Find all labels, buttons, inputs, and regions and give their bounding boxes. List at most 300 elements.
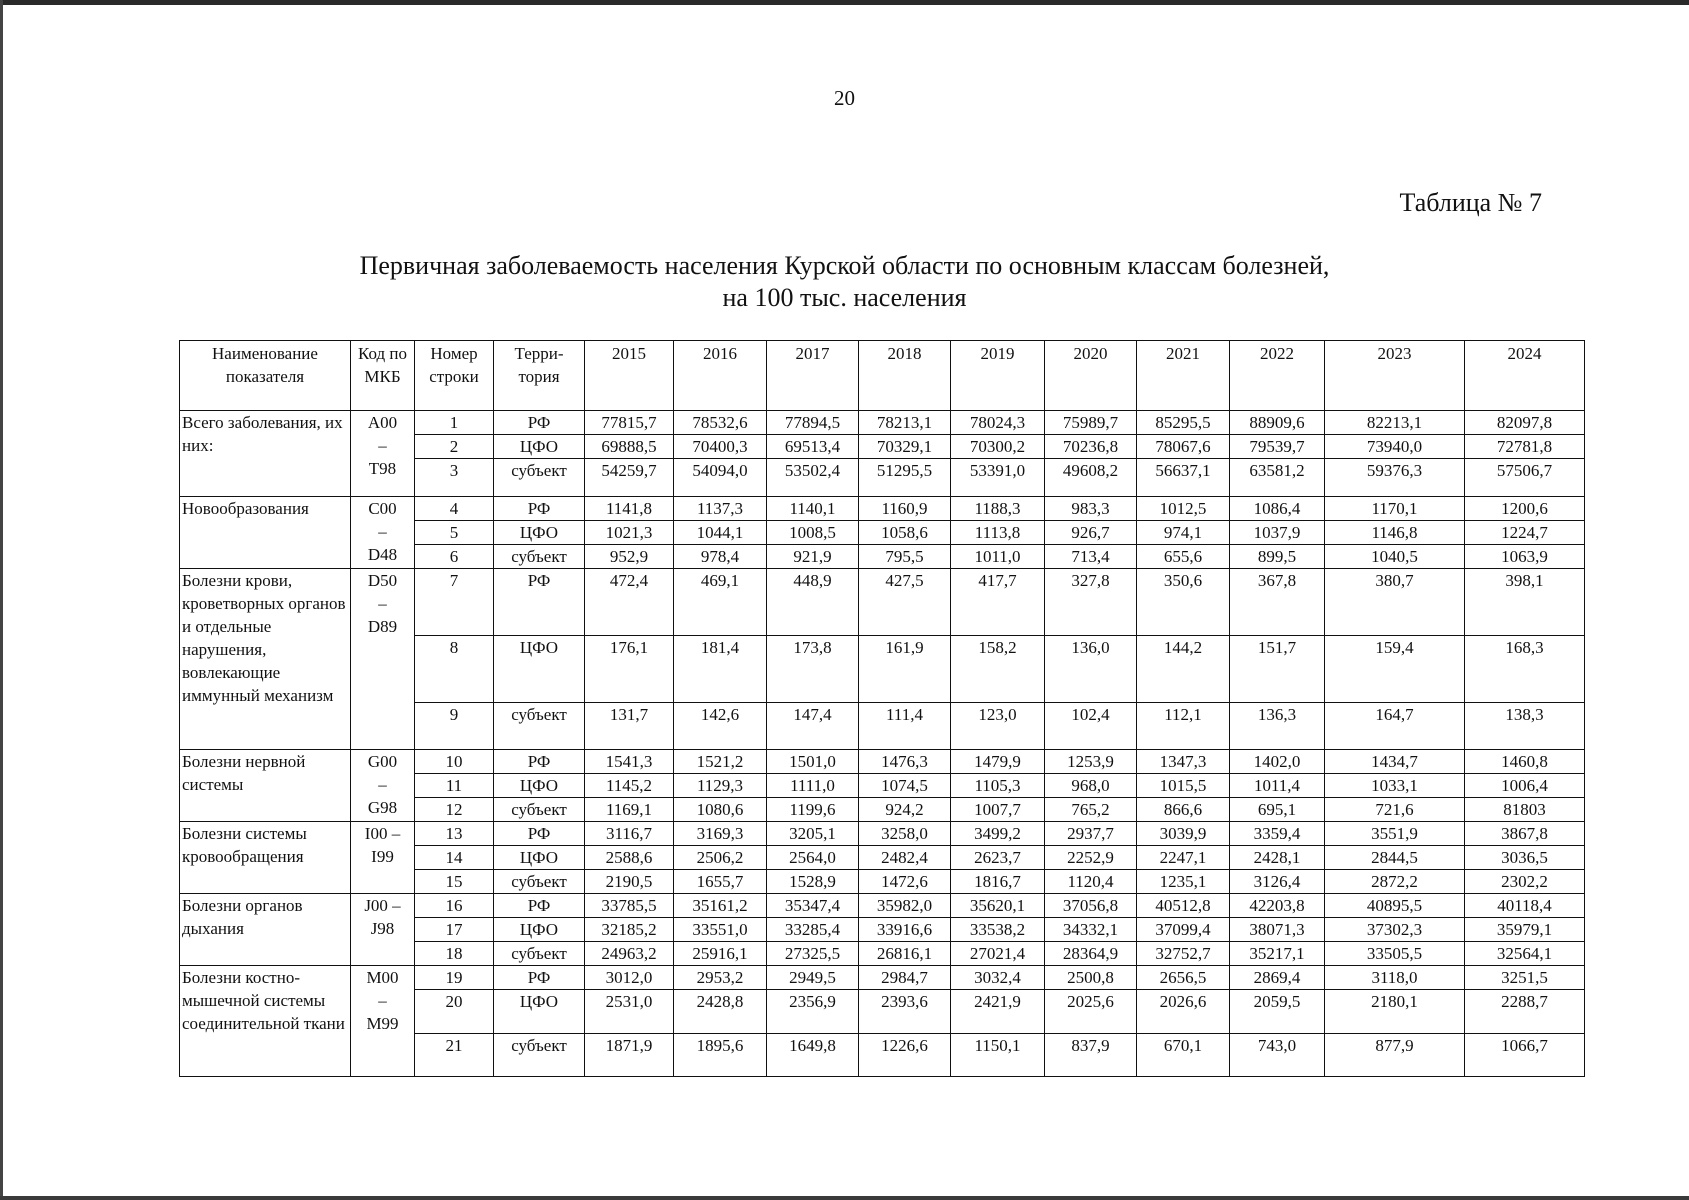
value-cell-2015: 1871,9 <box>585 1034 674 1077</box>
value-cell-2024: 81803 <box>1465 798 1585 822</box>
value-cell-2021: 112,1 <box>1137 703 1230 750</box>
value-cell-2022: 136,3 <box>1230 703 1325 750</box>
value-cell-2015: 1145,2 <box>585 774 674 798</box>
value-cell-2017: 2949,5 <box>767 966 859 990</box>
row-number-cell: 3 <box>415 459 494 497</box>
value-cell-2021: 85295,5 <box>1137 411 1230 435</box>
icd-code-line: – <box>378 991 387 1010</box>
value-cell-2020: 2252,9 <box>1045 846 1137 870</box>
scan-edge-left <box>0 0 3 1200</box>
value-cell-2017: 33285,4 <box>767 918 859 942</box>
value-cell-2020: 765,2 <box>1045 798 1137 822</box>
value-cell-2021: 1235,1 <box>1137 870 1230 894</box>
value-cell-2017: 173,8 <box>767 636 859 703</box>
value-cell-2023: 380,7 <box>1325 569 1465 636</box>
value-cell-2024: 3036,5 <box>1465 846 1585 870</box>
value-cell-2024: 40118,4 <box>1465 894 1585 918</box>
territory-cell: ЦФО <box>494 990 585 1034</box>
value-cell-2022: 63581,2 <box>1230 459 1325 497</box>
value-cell-2019: 2623,7 <box>951 846 1045 870</box>
icd-code-line: D48 <box>367 545 398 564</box>
value-cell-2019: 2421,9 <box>951 990 1045 1034</box>
value-cell-2017: 77894,5 <box>767 411 859 435</box>
value-cell-2016: 1044,1 <box>674 521 767 545</box>
row-number-cell: 8 <box>415 636 494 703</box>
icd-code-line: – <box>378 775 387 794</box>
territory-cell: ЦФО <box>494 521 585 545</box>
value-cell-2023: 59376,3 <box>1325 459 1465 497</box>
row-number-cell: 12 <box>415 798 494 822</box>
territory-cell: ЦФО <box>494 918 585 942</box>
value-cell-2016: 1655,7 <box>674 870 767 894</box>
value-cell-2015: 1541,3 <box>585 750 674 774</box>
territory-cell: субъект <box>494 545 585 569</box>
value-cell-2019: 1105,3 <box>951 774 1045 798</box>
value-cell-2015: 176,1 <box>585 636 674 703</box>
value-cell-2021: 32752,7 <box>1137 942 1230 966</box>
territory-cell: РФ <box>494 497 585 521</box>
icd-code-cell <box>351 894 415 966</box>
icd-code-line: I99 <box>371 847 394 866</box>
value-cell-2024: 138,3 <box>1465 703 1585 750</box>
value-cell-2016: 70400,3 <box>674 435 767 459</box>
value-cell-2021: 144,2 <box>1137 636 1230 703</box>
value-cell-2022: 1011,4 <box>1230 774 1325 798</box>
value-cell-2023: 721,6 <box>1325 798 1465 822</box>
value-cell-2016: 25916,1 <box>674 942 767 966</box>
value-cell-2016: 1137,3 <box>674 497 767 521</box>
value-cell-2024: 3867,8 <box>1465 822 1585 846</box>
value-cell-2020: 34332,1 <box>1045 918 1137 942</box>
header-year-2020: 2020 <box>1045 341 1137 411</box>
value-cell-2023: 37302,3 <box>1325 918 1465 942</box>
row-number-cell: 4 <box>415 497 494 521</box>
value-cell-2016: 2953,2 <box>674 966 767 990</box>
territory-cell: ЦФО <box>494 846 585 870</box>
icd-code-line: C00 <box>368 499 397 518</box>
value-cell-2023: 3118,0 <box>1325 966 1465 990</box>
value-cell-2021: 1347,3 <box>1137 750 1230 774</box>
value-cell-2017: 35347,4 <box>767 894 859 918</box>
value-cell-2020: 926,7 <box>1045 521 1137 545</box>
value-cell-2016: 978,4 <box>674 545 767 569</box>
value-cell-2017: 921,9 <box>767 545 859 569</box>
page-number: 20 <box>834 86 855 110</box>
header-year-2015: 2015 <box>585 341 674 411</box>
territory-cell: ЦФО <box>494 774 585 798</box>
row-number-cell: 7 <box>415 569 494 636</box>
header-year-2023: 2023 <box>1325 341 1465 411</box>
row-number-cell: 6 <box>415 545 494 569</box>
value-cell-2015: 69888,5 <box>585 435 674 459</box>
territory-cell: субъект <box>494 798 585 822</box>
row-number-cell: 16 <box>415 894 494 918</box>
icd-code-cell <box>351 750 415 822</box>
value-cell-2023: 3551,9 <box>1325 822 1465 846</box>
row-number-cell: 10 <box>415 750 494 774</box>
table-row <box>180 966 1585 990</box>
value-cell-2021: 974,1 <box>1137 521 1230 545</box>
value-cell-2023: 2844,5 <box>1325 846 1465 870</box>
value-cell-2023: 164,7 <box>1325 703 1465 750</box>
icd-code-line: A00 <box>367 413 398 432</box>
value-cell-2020: 1120,4 <box>1045 870 1137 894</box>
value-cell-2017: 1140,1 <box>767 497 859 521</box>
value-cell-2021: 1015,5 <box>1137 774 1230 798</box>
value-cell-2024: 3251,5 <box>1465 966 1585 990</box>
table-row <box>180 569 1585 636</box>
value-cell-2022: 2428,1 <box>1230 846 1325 870</box>
value-cell-2018: 2482,4 <box>859 846 951 870</box>
row-number-cell: 5 <box>415 521 494 545</box>
icd-code-line: J00 – <box>364 896 401 915</box>
value-cell-2021: 37099,4 <box>1137 918 1230 942</box>
value-cell-2023: 877,9 <box>1325 1034 1465 1077</box>
value-cell-2023: 1434,7 <box>1325 750 1465 774</box>
territory-cell: РФ <box>494 822 585 846</box>
value-cell-2019: 1188,3 <box>951 497 1045 521</box>
value-cell-2021: 2026,6 <box>1137 990 1230 1034</box>
value-cell-2022: 1037,9 <box>1230 521 1325 545</box>
header-territory: Терри-тория <box>494 341 585 411</box>
value-cell-2019: 78024,3 <box>951 411 1045 435</box>
indicator-name-cell: Болезни системы кровообращения <box>180 822 351 894</box>
value-cell-2017: 2356,9 <box>767 990 859 1034</box>
header-row <box>180 341 1585 411</box>
title-line-1: Первичная заболеваемость населения Курской области по основным классам болезней, <box>359 251 1330 280</box>
value-cell-2024: 1224,7 <box>1465 521 1585 545</box>
value-cell-2023: 1033,1 <box>1325 774 1465 798</box>
value-cell-2021: 350,6 <box>1137 569 1230 636</box>
header-year-2022: 2022 <box>1230 341 1325 411</box>
value-cell-2017: 1111,0 <box>767 774 859 798</box>
value-cell-2015: 33785,5 <box>585 894 674 918</box>
value-cell-2022: 899,5 <box>1230 545 1325 569</box>
value-cell-2020: 2937,7 <box>1045 822 1137 846</box>
value-cell-2021: 56637,1 <box>1137 459 1230 497</box>
table-label: Таблица № 7 <box>1399 188 1542 217</box>
table-body <box>180 411 1585 1077</box>
value-cell-2020: 49608,2 <box>1045 459 1137 497</box>
header-year-2017: 2017 <box>767 341 859 411</box>
value-cell-2024: 2302,2 <box>1465 870 1585 894</box>
value-cell-2015: 1021,3 <box>585 521 674 545</box>
value-cell-2023: 40895,5 <box>1325 894 1465 918</box>
value-cell-2018: 78213,1 <box>859 411 951 435</box>
value-cell-2022: 79539,7 <box>1230 435 1325 459</box>
value-cell-2021: 3039,9 <box>1137 822 1230 846</box>
value-cell-2019: 1007,7 <box>951 798 1045 822</box>
value-cell-2019: 53391,0 <box>951 459 1045 497</box>
header-year-2018: 2018 <box>859 341 951 411</box>
value-cell-2020: 2500,8 <box>1045 966 1137 990</box>
value-cell-2019: 1011,0 <box>951 545 1045 569</box>
icd-code-line: G98 <box>367 798 398 817</box>
value-cell-2016: 1129,3 <box>674 774 767 798</box>
value-cell-2020: 327,8 <box>1045 569 1137 636</box>
value-cell-2015: 54259,7 <box>585 459 674 497</box>
value-cell-2015: 2190,5 <box>585 870 674 894</box>
value-cell-2018: 51295,5 <box>859 459 951 497</box>
scan-edge-top <box>0 0 1689 5</box>
value-cell-2016: 78532,6 <box>674 411 767 435</box>
territory-cell: РФ <box>494 894 585 918</box>
value-cell-2022: 88909,6 <box>1230 411 1325 435</box>
value-cell-2023: 159,4 <box>1325 636 1465 703</box>
value-cell-2016: 1521,2 <box>674 750 767 774</box>
value-cell-2023: 1170,1 <box>1325 497 1465 521</box>
value-cell-2020: 968,0 <box>1045 774 1137 798</box>
header-year-2024: 2024 <box>1465 341 1585 411</box>
indicator-name-cell: Болезни крови, кроветворных органов и отдельные нарушения, вовлекающие иммунный механизм <box>180 569 351 750</box>
value-cell-2018: 1058,6 <box>859 521 951 545</box>
indicator-name-cell: Болезни костно-мышечной системы соединительной ткани <box>180 966 351 1077</box>
value-cell-2017: 69513,4 <box>767 435 859 459</box>
icd-code-line: T98 <box>368 459 397 478</box>
row-number-cell: 19 <box>415 966 494 990</box>
territory-cell: субъект <box>494 942 585 966</box>
territory-cell: субъект <box>494 1034 585 1077</box>
value-cell-2017: 1528,9 <box>767 870 859 894</box>
header-year-2016: 2016 <box>674 341 767 411</box>
icd-code-cell <box>351 497 415 569</box>
value-cell-2016: 3169,3 <box>674 822 767 846</box>
value-cell-2022: 2869,4 <box>1230 966 1325 990</box>
value-cell-2020: 713,4 <box>1045 545 1137 569</box>
row-number-cell: 11 <box>415 774 494 798</box>
value-cell-2016: 2428,8 <box>674 990 767 1034</box>
indicator-name-cell: Болезни органов дыхания <box>180 894 351 966</box>
value-cell-2015: 32185,2 <box>585 918 674 942</box>
value-cell-2015: 1141,8 <box>585 497 674 521</box>
value-cell-2017: 2564,0 <box>767 846 859 870</box>
value-cell-2020: 37056,8 <box>1045 894 1137 918</box>
value-cell-2024: 1200,6 <box>1465 497 1585 521</box>
value-cell-2019: 158,2 <box>951 636 1045 703</box>
value-cell-2015: 1169,1 <box>585 798 674 822</box>
value-cell-2024: 32564,1 <box>1465 942 1585 966</box>
value-cell-2022: 1402,0 <box>1230 750 1325 774</box>
value-cell-2018: 1160,9 <box>859 497 951 521</box>
value-cell-2016: 1080,6 <box>674 798 767 822</box>
row-number-cell: 2 <box>415 435 494 459</box>
row-number-cell: 21 <box>415 1034 494 1077</box>
icd-code-line: G00 <box>367 752 398 771</box>
value-cell-2022: 1086,4 <box>1230 497 1325 521</box>
value-cell-2017: 147,4 <box>767 703 859 750</box>
table-row <box>180 822 1585 846</box>
morbidity-table <box>179 340 1585 1077</box>
value-cell-2022: 743,0 <box>1230 1034 1325 1077</box>
value-cell-2019: 3032,4 <box>951 966 1045 990</box>
value-cell-2020: 136,0 <box>1045 636 1137 703</box>
value-cell-2020: 28364,9 <box>1045 942 1137 966</box>
row-number-cell: 20 <box>415 990 494 1034</box>
value-cell-2016: 1895,6 <box>674 1034 767 1077</box>
icd-code-line: D50 <box>367 571 398 590</box>
value-cell-2019: 1113,8 <box>951 521 1045 545</box>
territory-cell: РФ <box>494 569 585 636</box>
value-cell-2016: 469,1 <box>674 569 767 636</box>
value-cell-2017: 53502,4 <box>767 459 859 497</box>
value-cell-2018: 924,2 <box>859 798 951 822</box>
value-cell-2021: 78067,6 <box>1137 435 1230 459</box>
icd-code-cell <box>351 822 415 894</box>
value-cell-2021: 866,6 <box>1137 798 1230 822</box>
value-cell-2018: 427,5 <box>859 569 951 636</box>
value-cell-2018: 795,5 <box>859 545 951 569</box>
territory-cell: РФ <box>494 750 585 774</box>
value-cell-2022: 38071,3 <box>1230 918 1325 942</box>
row-number-cell: 17 <box>415 918 494 942</box>
value-cell-2024: 82097,8 <box>1465 411 1585 435</box>
value-cell-2019: 1479,9 <box>951 750 1045 774</box>
header-year-2021: 2021 <box>1137 341 1230 411</box>
row-number-cell: 9 <box>415 703 494 750</box>
indicator-name-cell: Новообразования <box>180 497 351 569</box>
header-code: Код по МКБ <box>351 341 415 411</box>
value-cell-2019: 417,7 <box>951 569 1045 636</box>
value-cell-2015: 2588,6 <box>585 846 674 870</box>
value-cell-2019: 70300,2 <box>951 435 1045 459</box>
header-rownum: Номер строки <box>415 341 494 411</box>
value-cell-2020: 1253,9 <box>1045 750 1137 774</box>
indicator-name-cell: Болезни нервной системы <box>180 750 351 822</box>
value-cell-2019: 33538,2 <box>951 918 1045 942</box>
value-cell-2019: 27021,4 <box>951 942 1045 966</box>
icd-code-line: – <box>378 436 387 455</box>
document-title <box>0 250 1689 314</box>
value-cell-2023: 2872,2 <box>1325 870 1465 894</box>
value-cell-2017: 1649,8 <box>767 1034 859 1077</box>
table-head <box>180 341 1585 411</box>
row-number-cell: 14 <box>415 846 494 870</box>
scan-edge-bottom <box>0 1196 1689 1200</box>
row-number-cell: 15 <box>415 870 494 894</box>
value-cell-2018: 1476,3 <box>859 750 951 774</box>
territory-cell: ЦФО <box>494 435 585 459</box>
title-line-2: на 100 тыс. населения <box>722 283 967 312</box>
value-cell-2018: 26816,1 <box>859 942 951 966</box>
value-cell-2019: 123,0 <box>951 703 1045 750</box>
value-cell-2018: 2984,7 <box>859 966 951 990</box>
icd-code-line: M99 <box>366 1014 399 1033</box>
value-cell-2018: 33916,6 <box>859 918 951 942</box>
value-cell-2018: 111,4 <box>859 703 951 750</box>
value-cell-2020: 102,4 <box>1045 703 1137 750</box>
territory-cell: РФ <box>494 966 585 990</box>
value-cell-2023: 1040,5 <box>1325 545 1465 569</box>
value-cell-2020: 2025,6 <box>1045 990 1137 1034</box>
value-cell-2017: 448,9 <box>767 569 859 636</box>
value-cell-2024: 35979,1 <box>1465 918 1585 942</box>
value-cell-2024: 1460,8 <box>1465 750 1585 774</box>
icd-code-line: – <box>378 522 387 541</box>
table-row <box>180 497 1585 521</box>
value-cell-2021: 2247,1 <box>1137 846 1230 870</box>
value-cell-2017: 1008,5 <box>767 521 859 545</box>
table-row <box>180 894 1585 918</box>
value-cell-2024: 1066,7 <box>1465 1034 1585 1077</box>
icd-code-cell <box>351 966 415 1077</box>
value-cell-2016: 142,6 <box>674 703 767 750</box>
value-cell-2022: 151,7 <box>1230 636 1325 703</box>
value-cell-2016: 2506,2 <box>674 846 767 870</box>
territory-cell: субъект <box>494 703 585 750</box>
value-cell-2019: 1816,7 <box>951 870 1045 894</box>
value-cell-2015: 24963,2 <box>585 942 674 966</box>
value-cell-2022: 3359,4 <box>1230 822 1325 846</box>
row-number-cell: 1 <box>415 411 494 435</box>
header-year-2019: 2019 <box>951 341 1045 411</box>
value-cell-2018: 161,9 <box>859 636 951 703</box>
value-cell-2017: 27325,5 <box>767 942 859 966</box>
icd-code-cell <box>351 411 415 497</box>
value-cell-2015: 3116,7 <box>585 822 674 846</box>
value-cell-2022: 2059,5 <box>1230 990 1325 1034</box>
value-cell-2015: 472,4 <box>585 569 674 636</box>
icd-code-line: J98 <box>370 919 395 938</box>
value-cell-2017: 3205,1 <box>767 822 859 846</box>
header-name: Наименование показателя <box>180 341 351 411</box>
value-cell-2024: 1006,4 <box>1465 774 1585 798</box>
value-cell-2015: 77815,7 <box>585 411 674 435</box>
value-cell-2020: 983,3 <box>1045 497 1137 521</box>
value-cell-2023: 1146,8 <box>1325 521 1465 545</box>
value-cell-2016: 35161,2 <box>674 894 767 918</box>
value-cell-2016: 181,4 <box>674 636 767 703</box>
value-cell-2018: 2393,6 <box>859 990 951 1034</box>
icd-code-line: – <box>378 594 387 613</box>
territory-cell: субъект <box>494 459 585 497</box>
value-cell-2015: 3012,0 <box>585 966 674 990</box>
row-number-cell: 18 <box>415 942 494 966</box>
value-cell-2015: 2531,0 <box>585 990 674 1034</box>
value-cell-2017: 1501,0 <box>767 750 859 774</box>
value-cell-2015: 952,9 <box>585 545 674 569</box>
row-number-cell: 13 <box>415 822 494 846</box>
value-cell-2021: 2656,5 <box>1137 966 1230 990</box>
value-cell-2018: 35982,0 <box>859 894 951 918</box>
value-cell-2021: 670,1 <box>1137 1034 1230 1077</box>
value-cell-2023: 2180,1 <box>1325 990 1465 1034</box>
value-cell-2016: 33551,0 <box>674 918 767 942</box>
value-cell-2024: 398,1 <box>1465 569 1585 636</box>
icd-code-cell <box>351 569 415 750</box>
value-cell-2018: 1074,5 <box>859 774 951 798</box>
value-cell-2024: 57506,7 <box>1465 459 1585 497</box>
value-cell-2024: 168,3 <box>1465 636 1585 703</box>
value-cell-2018: 70329,1 <box>859 435 951 459</box>
value-cell-2023: 73940,0 <box>1325 435 1465 459</box>
territory-cell: субъект <box>494 870 585 894</box>
value-cell-2020: 837,9 <box>1045 1034 1137 1077</box>
value-cell-2023: 82213,1 <box>1325 411 1465 435</box>
icd-code-line: D89 <box>367 617 398 636</box>
value-cell-2022: 695,1 <box>1230 798 1325 822</box>
value-cell-2019: 1150,1 <box>951 1034 1045 1077</box>
value-cell-2016: 54094,0 <box>674 459 767 497</box>
value-cell-2024: 2288,7 <box>1465 990 1585 1034</box>
value-cell-2024: 1063,9 <box>1465 545 1585 569</box>
value-cell-2018: 3258,0 <box>859 822 951 846</box>
icd-code-line: I00 – <box>364 824 401 843</box>
value-cell-2017: 1199,6 <box>767 798 859 822</box>
table-row <box>180 411 1585 435</box>
value-cell-2021: 1012,5 <box>1137 497 1230 521</box>
value-cell-2021: 40512,8 <box>1137 894 1230 918</box>
value-cell-2019: 35620,1 <box>951 894 1045 918</box>
